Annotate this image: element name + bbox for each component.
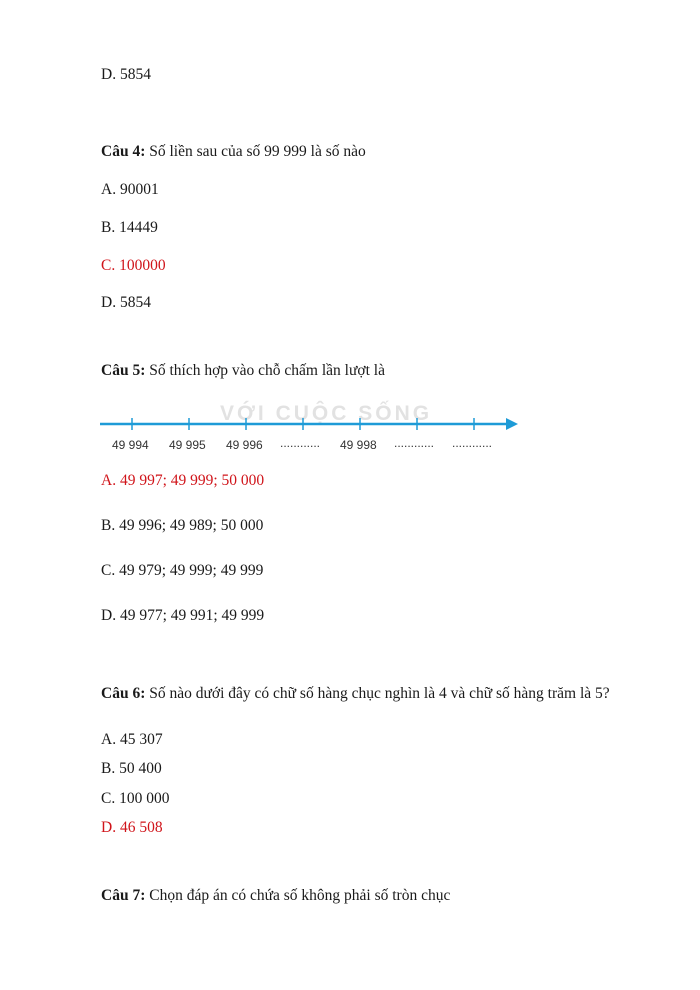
q5-question <box>101 362 385 380</box>
watermark: VỚI CUỘC SỐNG <box>220 402 433 425</box>
tick-label-1: 49 994 <box>112 438 149 452</box>
q5-option-c: C. 49 979; 49 999; 49 999 <box>101 562 264 579</box>
q5-option-d: D. 49 977; 49 991; 49 999 <box>101 607 265 624</box>
q4-option-b: B. 14449 <box>101 219 158 236</box>
q6-option-b: B. 50 400 <box>101 760 162 777</box>
q6-option-a: A. 45 307 <box>101 731 163 748</box>
q4-option-c: C. 100000 <box>101 257 166 274</box>
q7-text: Chọn đáp án có chứa số không phải số tròn chục <box>145 887 451 904</box>
arrow-head-icon <box>506 418 518 430</box>
tick-label-5: 49 998 <box>340 438 377 452</box>
q4-option-a: A. 90001 <box>101 181 159 198</box>
tick-blank-4: ............ <box>280 436 321 450</box>
q6-label: Câu 6: <box>101 685 146 702</box>
number-line-axis <box>98 406 528 440</box>
q6-question <box>101 680 631 708</box>
q6-option-d: D. 46 508 <box>101 819 163 836</box>
q4-question <box>101 143 366 161</box>
q7-label: Câu 7: <box>101 887 146 904</box>
q4-text: Số liền sau của số 99 999 là số nào <box>145 143 366 160</box>
q3-option-d: D. 5854 <box>101 66 151 83</box>
q5-text: Số thích hợp vào chỗ chấm lần lượt là <box>145 362 385 379</box>
number-line-figure <box>98 400 528 460</box>
tick-label-3: 49 996 <box>226 438 263 452</box>
tick-blank-7: ............ <box>452 436 493 450</box>
q5-label: Câu 5: <box>101 362 146 379</box>
q7-question <box>101 887 450 905</box>
q5-option-a: A. 49 997; 49 999; 50 000 <box>101 472 265 489</box>
q5-option-b: B. 49 996; 49 989; 50 000 <box>101 517 264 534</box>
q4-label: Câu 4: <box>101 143 146 160</box>
q4-option-d: D. 5854 <box>101 294 151 311</box>
tick-label-2: 49 995 <box>169 438 206 452</box>
q6-option-c: C. 100 000 <box>101 790 170 807</box>
q6-text: Số nào dưới đây có chữ số hàng chục nghìn là 4 và chữ số hàng trăm là 5? <box>145 685 610 702</box>
tick-blank-6: ............ <box>394 436 435 450</box>
